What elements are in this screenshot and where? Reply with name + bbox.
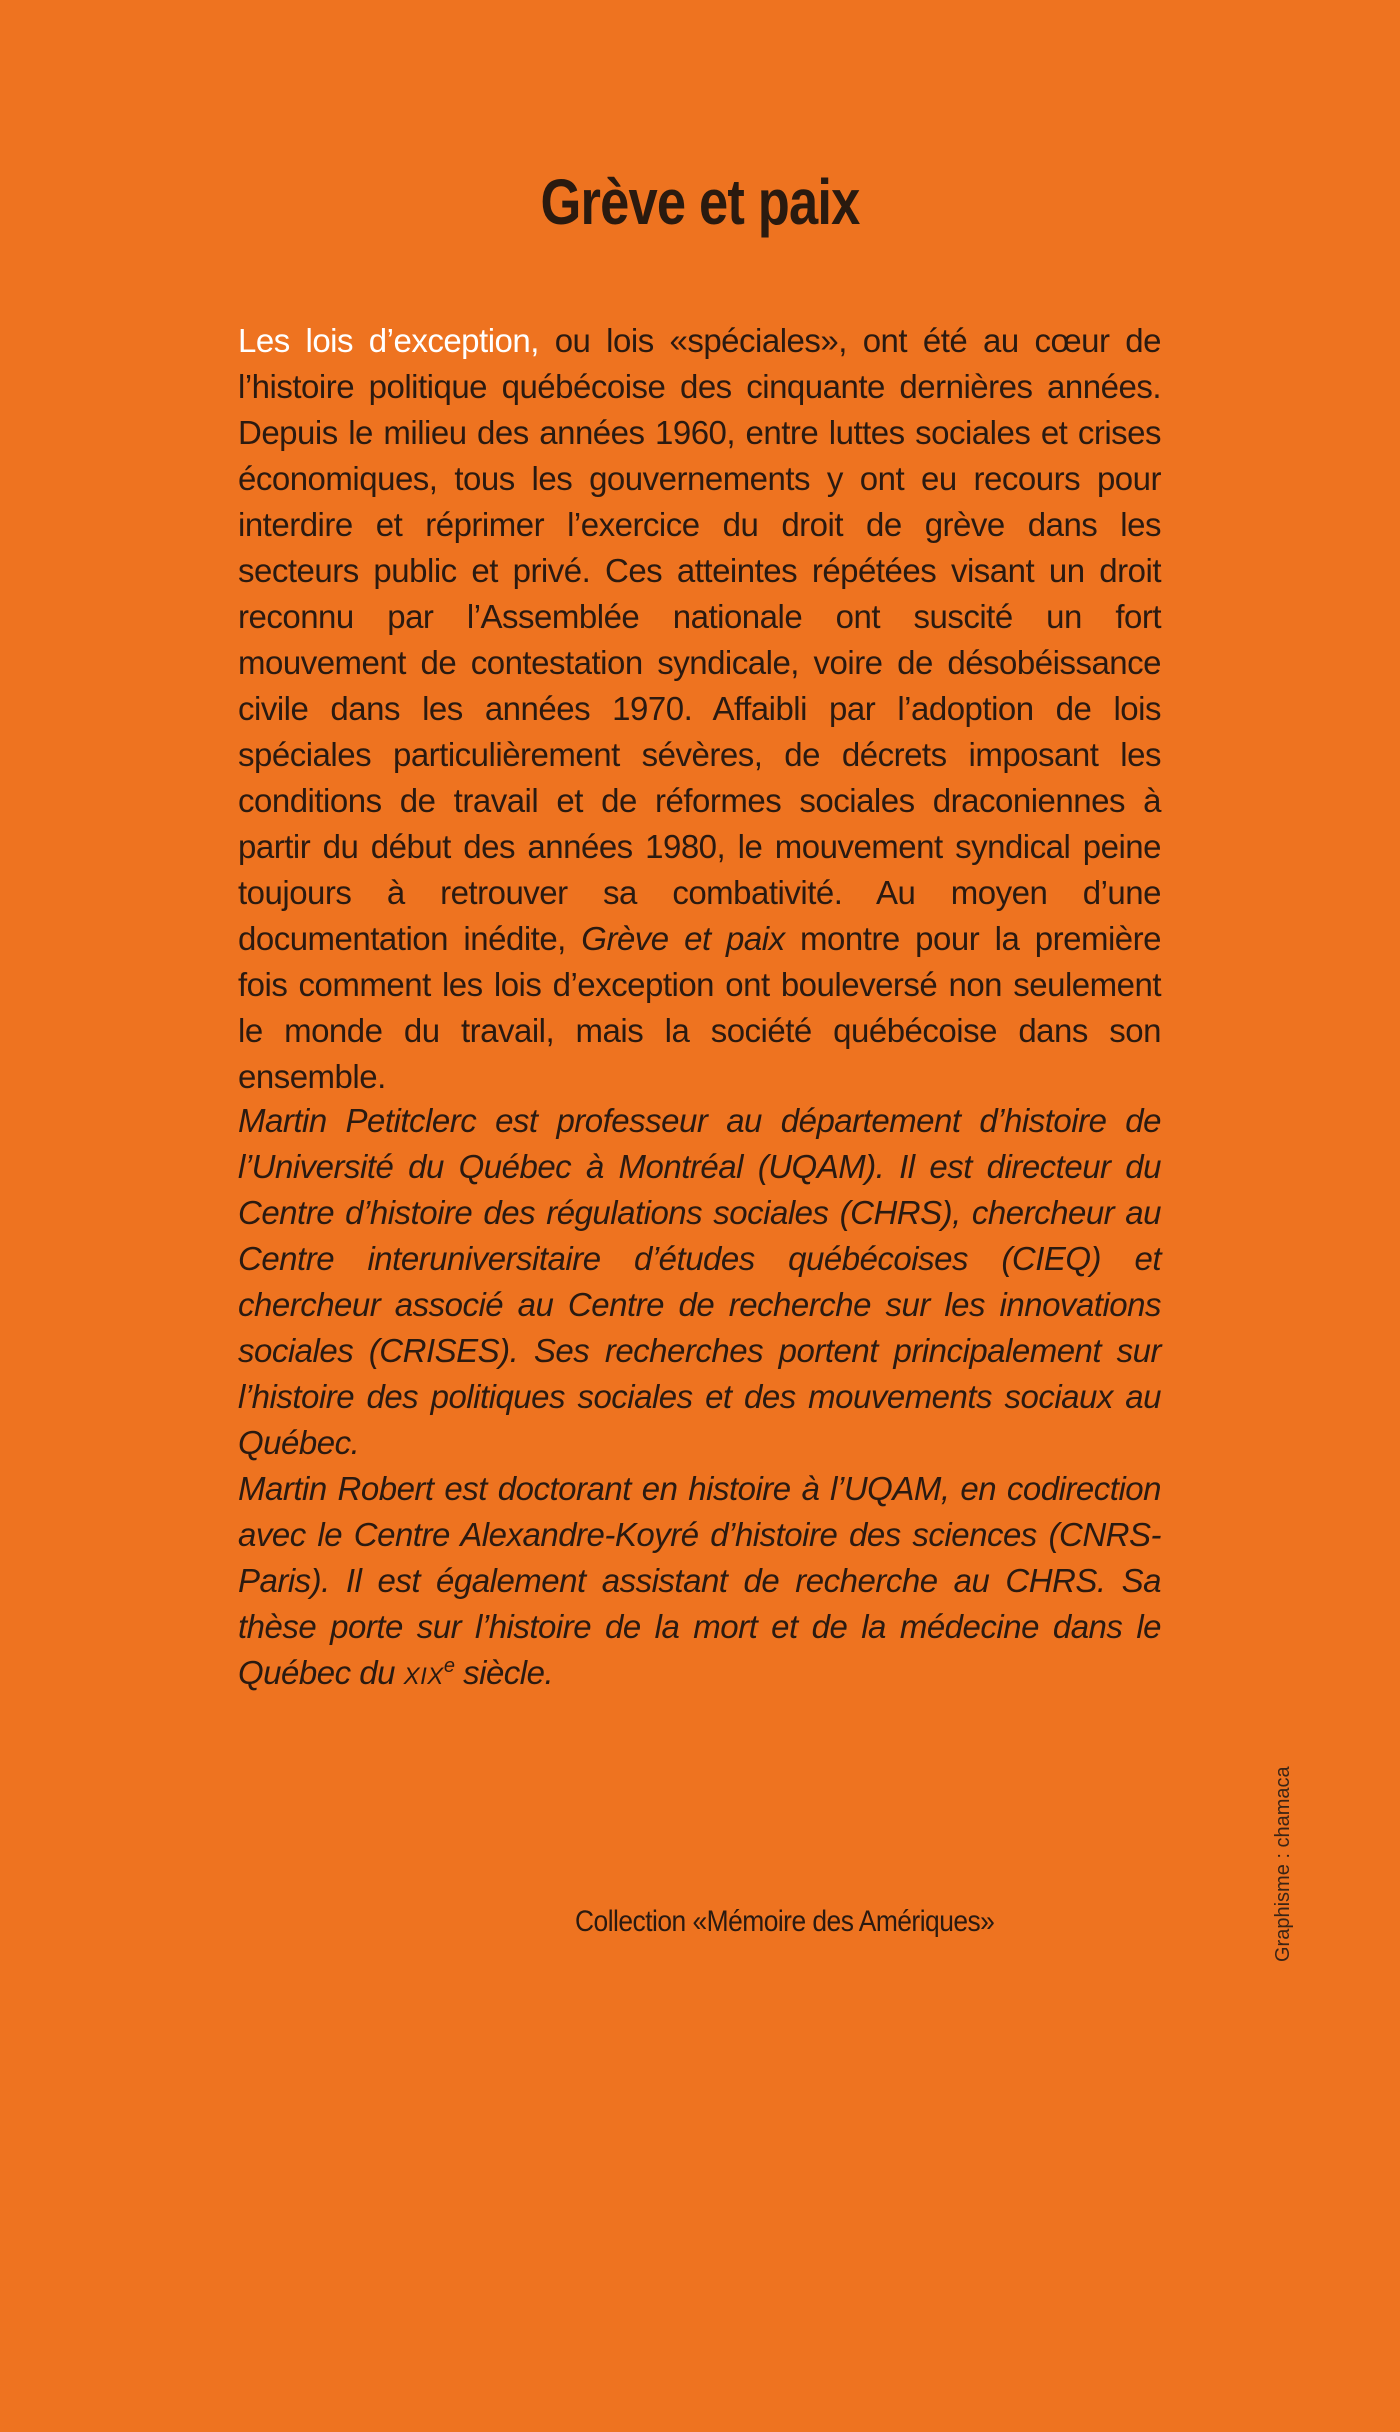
book-title: Grève et paix (540, 166, 860, 238)
summary-paragraph (238, 318, 1161, 1100)
collection-name: Collection «Mémoire des Amériques» (575, 1905, 995, 1938)
design-credit: Graphisme : chamaca (1272, 1766, 1294, 1962)
summary-text-2: montre pour la première fois comment les lois d’exception ont bouleversé non seulement le monde du travail, mais la société québécoise dans son ensemble. (238, 920, 1162, 1095)
book-summary (238, 318, 1161, 1100)
summary-text-1: ou lois «spéciales», ont été au cœur de l’histoire politique québécoise des cinquante dernières années. Depuis le milieu des années 1960, entre luttes sociales et crises économiques, tous les gouvernements y ont eu recours pour interdire et réprimer l’exercice du droit de grève dans les secteurs public et privé. Ces atteintes répétées visant un droit reconnu par l’Assemblée nationale ont suscité un fort mouvement de contestation syndicale, voire de désobéissance civile dans les années 1970. Affaibli par l’adoption de lois spéciales particulièrement sévères, de décrets imposant les conditions de travail et de réformes sociales draconiennes à partir du début des années 1980, le mouvement syndical peine toujours à retrouver sa combativité. Au moyen d’une documentation inédite, (238, 322, 1161, 957)
bio-petitclerc-text: Martin Petitclerc est professeur au département d’histoire de l’Université du Québec à Montréal (UQAM). Il est directeur du Centre d’histoire des régulations sociales (CHRS), chercheur au Centre interuniversitaire d’études québécoises (CIEQ) et chercheur associé au Centre de recherche sur les innovations sociales (CRISES). Ses recherches portent principalement sur l’histoire des politiques sociales et des mouvements sociaux au Québec. (238, 1102, 1161, 1461)
bio-robert-ending: siècle. (454, 1654, 554, 1691)
author-bio-petitclerc (238, 1098, 1161, 1466)
century-numeral: XIX (403, 1663, 444, 1690)
author-bio-robert (238, 1466, 1161, 1700)
bio-robert-paragraph (238, 1466, 1161, 1700)
summary-highlight: Les lois d’exception, (238, 322, 539, 359)
bio-robert-text: Martin Robert est doctorant en histoire à l’UQAM, en codirection avec le Centre Alexandre-Koyré d’histoire des sciences (CNRS-Paris). Il est également assistant de recherche au CHRS. Sa thèse porte sur l’histoire de la mort et de la médecine dans le Québec du (238, 1470, 1161, 1691)
summary-italic-title: Grève et paix (581, 920, 785, 957)
century-superscript: e (443, 1655, 455, 1677)
